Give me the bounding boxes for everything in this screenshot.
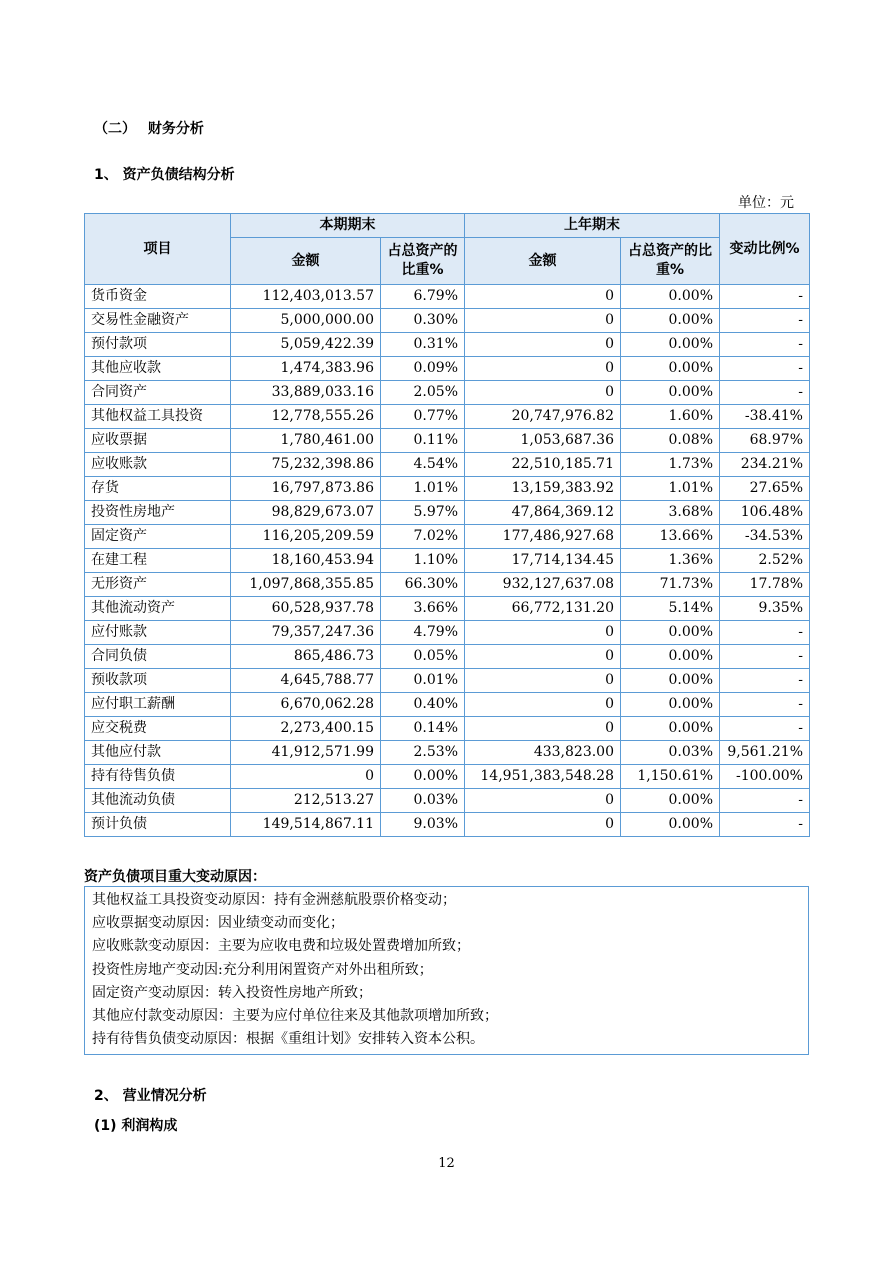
header-change-ratio: 变动比例% — [720, 214, 810, 285]
prior-amount-cell: 47,864,369.12 — [465, 501, 621, 525]
prior-ratio-cell: 0.00% — [621, 813, 720, 837]
table-row — [85, 285, 810, 309]
table-header — [85, 214, 810, 285]
change-ratio-cell: - — [720, 813, 810, 837]
reason-line: 固定资产变动原因：转入投资性房地产所致； — [92, 984, 372, 1001]
prior-ratio-cell: 0.00% — [621, 285, 720, 309]
change-ratio-cell: - — [720, 669, 810, 693]
table-row — [85, 741, 810, 765]
item-name-cell: 固定资产 — [85, 525, 231, 549]
current-amount-cell: 18,160,453.94 — [231, 549, 381, 573]
current-ratio-cell: 0.09% — [381, 357, 465, 381]
prior-ratio-cell: 0.08% — [621, 429, 720, 453]
prior-ratio-cell: 0.00% — [621, 693, 720, 717]
current-ratio-cell: 6.79% — [381, 285, 465, 309]
table-row — [85, 309, 810, 333]
prior-amount-cell: 0 — [465, 693, 621, 717]
header-current-amount: 金额 — [231, 238, 381, 285]
prior-ratio-cell: 0.00% — [621, 645, 720, 669]
current-amount-cell: 41,912,571.99 — [231, 741, 381, 765]
change-ratio-cell: - — [720, 381, 810, 405]
change-ratio-cell: - — [720, 645, 810, 669]
prior-amount-cell: 0 — [465, 789, 621, 813]
current-amount-cell: 116,205,209.59 — [231, 525, 381, 549]
change-ratio-cell: 234.21% — [720, 453, 810, 477]
prior-ratio-cell: 0.00% — [621, 621, 720, 645]
change-ratio-cell: - — [720, 285, 810, 309]
change-ratio-cell: -100.00% — [720, 765, 810, 789]
current-amount-cell: 212,513.27 — [231, 789, 381, 813]
reason-line: 其他应付款变动原因：主要为应付单位往来及其他款项增加所致； — [92, 1008, 498, 1025]
item-name-cell: 在建工程 — [85, 549, 231, 573]
table-row — [85, 405, 810, 429]
prior-amount-cell: 1,053,687.36 — [465, 429, 621, 453]
table-row — [85, 789, 810, 813]
header-current-ratio: 占总资产的比重% — [381, 238, 465, 285]
reason-line: 投资性房地产变动因:充分利用闲置资产对外出租所致； — [92, 961, 433, 978]
current-amount-cell: 1,474,383.96 — [231, 357, 381, 381]
table-row — [85, 765, 810, 789]
current-ratio-cell: 0.30% — [381, 309, 465, 333]
current-ratio-cell: 0.03% — [381, 789, 465, 813]
prior-amount-cell: 0 — [465, 357, 621, 381]
item-name-cell: 其他流动资产 — [85, 597, 231, 621]
table-row — [85, 621, 810, 645]
prior-amount-cell: 13,159,383.92 — [465, 477, 621, 501]
header-prior-period: 上年期末 — [465, 214, 720, 238]
prior-amount-cell: 932,127,637.08 — [465, 573, 621, 597]
prior-amount-cell: 0 — [465, 285, 621, 309]
current-amount-cell: 6,670,062.28 — [231, 693, 381, 717]
item-name-cell: 合同负债 — [85, 645, 231, 669]
prior-amount-cell: 66,772,131.20 — [465, 597, 621, 621]
current-amount-cell: 12,778,555.26 — [231, 405, 381, 429]
current-ratio-cell: 3.66% — [381, 597, 465, 621]
current-ratio-cell: 0.77% — [381, 405, 465, 429]
prior-ratio-cell: 13.66% — [621, 525, 720, 549]
current-ratio-cell: 5.97% — [381, 501, 465, 525]
current-amount-cell: 75,232,398.86 — [231, 453, 381, 477]
prior-ratio-cell: 0.00% — [621, 381, 720, 405]
section-title: （二） 财务分析 — [94, 121, 204, 137]
change-ratio-cell: - — [720, 333, 810, 357]
prior-ratio-cell: 5.14% — [621, 597, 720, 621]
prior-ratio-cell: 3.68% — [621, 501, 720, 525]
item-name-cell: 投资性房地产 — [85, 501, 231, 525]
table-body — [85, 285, 810, 837]
page-number: 12 — [438, 1156, 455, 1171]
table-row — [85, 717, 810, 741]
prior-ratio-cell: 1.36% — [621, 549, 720, 573]
prior-ratio-cell: 0.00% — [621, 333, 720, 357]
current-amount-cell: 112,403,013.57 — [231, 285, 381, 309]
change-ratio-cell: -38.41% — [720, 405, 810, 429]
reasons-title: 资产负债项目重大变动原因： — [84, 869, 266, 885]
change-ratio-cell: - — [720, 693, 810, 717]
prior-ratio-cell: 71.73% — [621, 573, 720, 597]
current-amount-cell: 1,097,868,355.85 — [231, 573, 381, 597]
item-name-cell: 预付款项 — [85, 333, 231, 357]
change-ratio-cell: - — [720, 717, 810, 741]
current-amount-cell: 1,780,461.00 — [231, 429, 381, 453]
item-name-cell: 应收账款 — [85, 453, 231, 477]
reason-line: 应收账款变动原因：主要为应收电费和垃圾处置费增加所致； — [92, 938, 470, 955]
header-prior-ratio: 占总资产的比重% — [621, 238, 720, 285]
item-name-cell: 应收票据 — [85, 429, 231, 453]
item-name-cell: 应付账款 — [85, 621, 231, 645]
prior-ratio-cell: 0.00% — [621, 357, 720, 381]
prior-amount-cell: 433,823.00 — [465, 741, 621, 765]
current-amount-cell: 98,829,673.07 — [231, 501, 381, 525]
item-name-cell: 持有待售负债 — [85, 765, 231, 789]
table-row — [85, 597, 810, 621]
item-name-cell: 其他应付款 — [85, 741, 231, 765]
current-ratio-cell: 0.11% — [381, 429, 465, 453]
reason-line: 应收票据变动原因：因业绩变动而变化； — [92, 915, 344, 932]
current-ratio-cell: 1.10% — [381, 549, 465, 573]
item-name-cell: 无形资产 — [85, 573, 231, 597]
change-ratio-cell: - — [720, 357, 810, 381]
current-amount-cell: 79,357,247.36 — [231, 621, 381, 645]
subsection-title-2: 2、 营业情况分析 — [94, 1088, 207, 1104]
current-amount-cell: 5,000,000.00 — [231, 309, 381, 333]
prior-amount-cell: 0 — [465, 333, 621, 357]
prior-amount-cell: 14,951,383,548.28 — [465, 765, 621, 789]
prior-ratio-cell: 1.73% — [621, 453, 720, 477]
prior-amount-cell: 17,714,134.45 — [465, 549, 621, 573]
current-ratio-cell: 7.02% — [381, 525, 465, 549]
current-ratio-cell: 4.54% — [381, 453, 465, 477]
item-name-cell: 其他流动负债 — [85, 789, 231, 813]
reason-line: 持有待售负债变动原因：根据《重组计划》安排转入资本公积。 — [92, 1031, 484, 1048]
current-amount-cell: 5,059,422.39 — [231, 333, 381, 357]
change-ratio-cell: 17.78% — [720, 573, 810, 597]
prior-ratio-cell: 0.00% — [621, 717, 720, 741]
current-ratio-cell: 0.14% — [381, 717, 465, 741]
current-ratio-cell: 0.05% — [381, 645, 465, 669]
table-row — [85, 333, 810, 357]
item-name-cell: 交易性金融资产 — [85, 309, 231, 333]
change-ratio-cell: 9,561.21% — [720, 741, 810, 765]
current-amount-cell: 149,514,867.11 — [231, 813, 381, 837]
current-ratio-cell: 4.79% — [381, 621, 465, 645]
prior-amount-cell: 20,747,976.82 — [465, 405, 621, 429]
table-row — [85, 477, 810, 501]
current-ratio-cell: 9.03% — [381, 813, 465, 837]
prior-amount-cell: 0 — [465, 645, 621, 669]
change-ratio-cell: 9.35% — [720, 597, 810, 621]
reason-line: 其他权益工具投资变动原因：持有金洲慈航股票价格变动； — [92, 892, 456, 908]
prior-ratio-cell: 1.60% — [621, 405, 720, 429]
item-name-cell: 合同资产 — [85, 381, 231, 405]
table-row — [85, 669, 810, 693]
prior-amount-cell: 22,510,185.71 — [465, 453, 621, 477]
change-ratio-cell: -34.53% — [720, 525, 810, 549]
prior-amount-cell: 177,486,927.68 — [465, 525, 621, 549]
unit-label: 单位：元 — [738, 195, 794, 211]
table-row — [85, 693, 810, 717]
current-ratio-cell: 66.30% — [381, 573, 465, 597]
current-amount-cell: 33,889,033.16 — [231, 381, 381, 405]
prior-ratio-cell: 1,150.61% — [621, 765, 720, 789]
table-row — [85, 525, 810, 549]
current-amount-cell: 865,486.73 — [231, 645, 381, 669]
reasons-box — [84, 886, 809, 1055]
table-row — [85, 549, 810, 573]
current-ratio-cell: 0.01% — [381, 669, 465, 693]
subsection-title-2-1: (1) 利润构成 — [94, 1118, 178, 1134]
prior-amount-cell: 0 — [465, 669, 621, 693]
item-name-cell: 其他应收款 — [85, 357, 231, 381]
item-name-cell: 应交税费 — [85, 717, 231, 741]
balance-sheet-table — [84, 213, 810, 837]
item-name-cell: 应付职工薪酬 — [85, 693, 231, 717]
change-ratio-cell: 27.65% — [720, 477, 810, 501]
subsection-title: 1、 资产负债结构分析 — [94, 167, 235, 183]
prior-amount-cell: 0 — [465, 309, 621, 333]
prior-amount-cell: 0 — [465, 621, 621, 645]
header-prior-amount: 金额 — [465, 238, 621, 285]
table-row — [85, 429, 810, 453]
current-amount-cell: 60,528,937.78 — [231, 597, 381, 621]
current-ratio-cell: 2.05% — [381, 381, 465, 405]
current-amount-cell: 2,273,400.15 — [231, 717, 381, 741]
item-name-cell: 预收款项 — [85, 669, 231, 693]
prior-ratio-cell: 0.00% — [621, 789, 720, 813]
prior-amount-cell: 0 — [465, 381, 621, 405]
prior-amount-cell: 0 — [465, 717, 621, 741]
prior-amount-cell: 0 — [465, 813, 621, 837]
table-row — [85, 573, 810, 597]
table-row — [85, 645, 810, 669]
current-ratio-cell: 2.53% — [381, 741, 465, 765]
table-row — [85, 453, 810, 477]
change-ratio-cell: - — [720, 309, 810, 333]
prior-ratio-cell: 0.00% — [621, 669, 720, 693]
prior-ratio-cell: 0.00% — [621, 309, 720, 333]
item-name-cell: 其他权益工具投资 — [85, 405, 231, 429]
prior-ratio-cell: 0.03% — [621, 741, 720, 765]
current-ratio-cell: 0.31% — [381, 333, 465, 357]
change-ratio-cell: 68.97% — [720, 429, 810, 453]
change-ratio-cell: 2.52% — [720, 549, 810, 573]
current-ratio-cell: 0.40% — [381, 693, 465, 717]
change-ratio-cell: - — [720, 621, 810, 645]
table-row — [85, 357, 810, 381]
item-name-cell: 预计负债 — [85, 813, 231, 837]
change-ratio-cell: - — [720, 789, 810, 813]
header-current-period: 本期期末 — [231, 214, 465, 238]
header-item: 项目 — [85, 214, 231, 285]
item-name-cell: 存货 — [85, 477, 231, 501]
current-ratio-cell: 1.01% — [381, 477, 465, 501]
current-amount-cell: 0 — [231, 765, 381, 789]
table-row — [85, 501, 810, 525]
current-ratio-cell: 0.00% — [381, 765, 465, 789]
change-ratio-cell: 106.48% — [720, 501, 810, 525]
table-row — [85, 813, 810, 837]
item-name-cell: 货币资金 — [85, 285, 231, 309]
table-row — [85, 381, 810, 405]
current-amount-cell: 16,797,873.86 — [231, 477, 381, 501]
current-amount-cell: 4,645,788.77 — [231, 669, 381, 693]
prior-ratio-cell: 1.01% — [621, 477, 720, 501]
